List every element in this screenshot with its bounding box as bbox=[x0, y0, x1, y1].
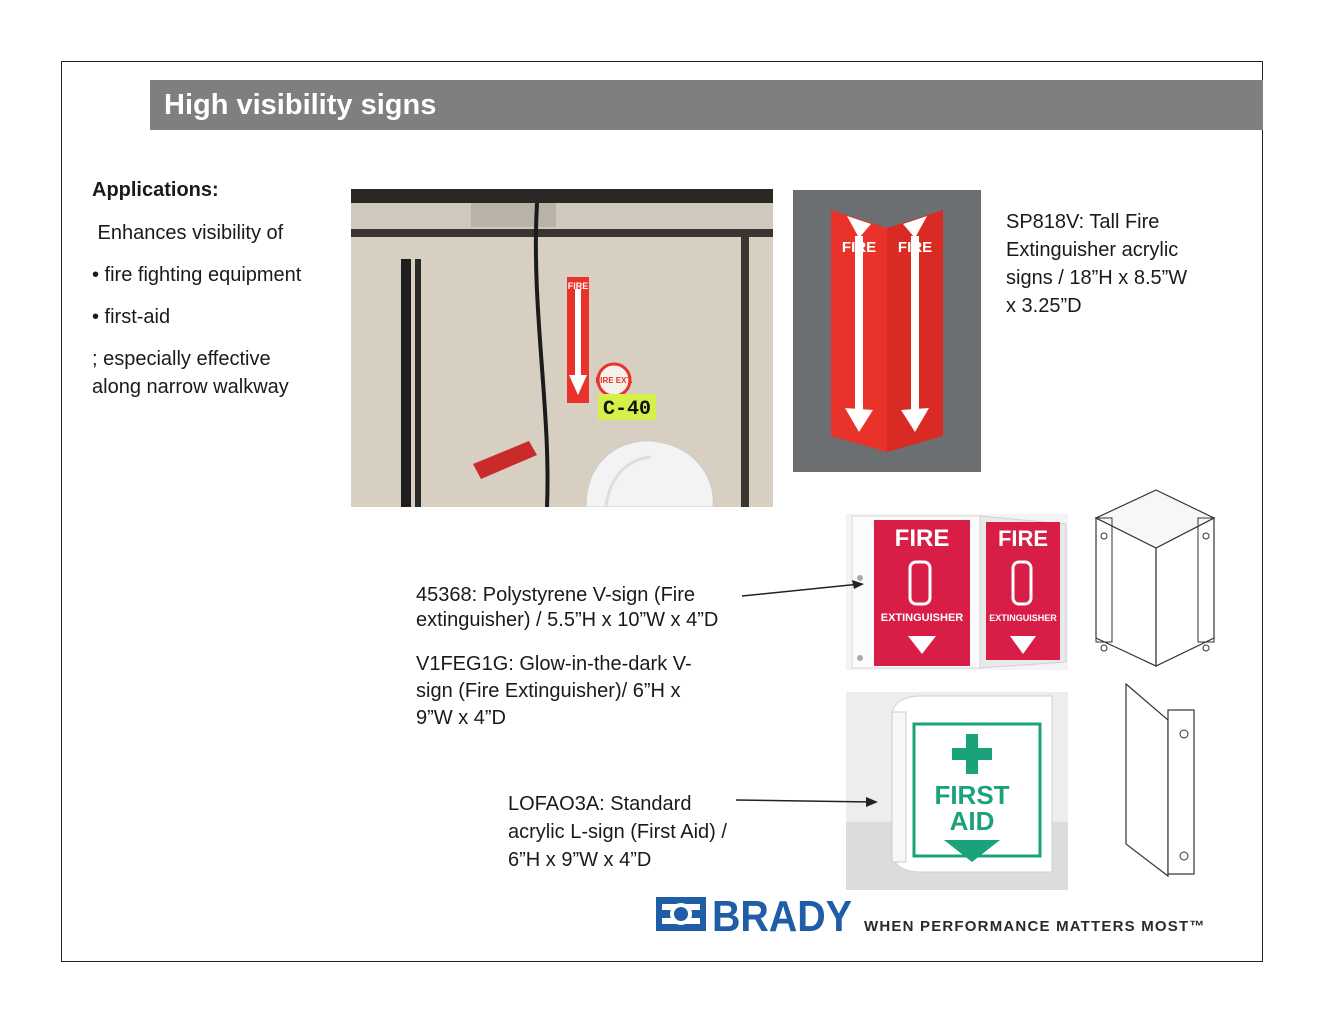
v1feg1g-line-2: sign (Fire Extinguisher)/ 6”H x bbox=[416, 680, 681, 702]
installation-photo bbox=[351, 189, 773, 507]
tall-fire-sign-art bbox=[793, 190, 981, 472]
applications-intro: Enhances visibility of bbox=[92, 222, 284, 244]
sp818v-line-2: Extinguisher acrylic bbox=[1006, 239, 1179, 261]
pointer-arrow-vsign bbox=[740, 578, 870, 602]
l-sign-art bbox=[846, 692, 1068, 890]
first-aid-line-1: FIRST bbox=[934, 780, 1010, 810]
v-sign-photo bbox=[846, 514, 1068, 670]
applications-bullet-1: • fire fighting equipment bbox=[92, 264, 302, 286]
small-fire-text: FIRE bbox=[567, 281, 589, 291]
v1feg1g-line-3: 9”W x 4”D bbox=[416, 707, 506, 729]
tall-sign-ext-right: EXTINGUISHER bbox=[916, 260, 930, 351]
v1feg1g-line-1: V1FEG1G: Glow-in-the-dark V- bbox=[416, 653, 692, 675]
tall-sign-ext-left: EXTINGUISHER bbox=[860, 260, 874, 351]
lofao3a-line-1: LOFAO3A: Standard bbox=[508, 793, 692, 815]
v-sign-diagram bbox=[1090, 488, 1220, 668]
pointer-arrow-lsign bbox=[734, 792, 884, 812]
l-sign-diagram bbox=[1118, 680, 1208, 880]
fire-ext-text: FIRE EXT. bbox=[595, 376, 633, 385]
p45368-line-1: 45368: Polystyrene V-sign (Fire bbox=[416, 584, 696, 606]
v-sign-fire-right: FIRE bbox=[997, 526, 1049, 551]
brand-name: BRADY bbox=[712, 893, 852, 933]
v-sign-ext-right: EXTINGUISHER bbox=[989, 613, 1057, 623]
p45368-line-2: extinguisher) / 5.5”H x 10”W x 4”D bbox=[416, 609, 719, 631]
title-bar bbox=[150, 80, 1263, 130]
room-code-text: C-40 bbox=[602, 398, 652, 421]
applications-closing-2: along narrow walkway bbox=[92, 376, 289, 398]
l-sign-photo bbox=[846, 692, 1068, 890]
lofao3a-line-2: acrylic L-sign (First Aid) / bbox=[508, 821, 727, 843]
applications-bullet-2: • first-aid bbox=[92, 306, 171, 328]
brand-footer bbox=[656, 893, 1226, 933]
slide-title: High visibility signs bbox=[164, 89, 437, 121]
brady-logo bbox=[656, 893, 1226, 933]
first-aid-line-2: AID bbox=[949, 806, 995, 836]
brand-tagline: WHEN PERFORMANCE MATTERS MOST™ bbox=[864, 918, 1206, 933]
installation-photo-art bbox=[351, 189, 773, 507]
v-sign-ext-left: EXTINGUISHER bbox=[880, 612, 964, 624]
sp818v-line-4: x 3.25”D bbox=[1006, 295, 1082, 317]
sp818v-line-1: SP818V: Tall Fire bbox=[1006, 211, 1160, 233]
applications-closing-1: ; especially effective bbox=[92, 348, 271, 370]
v-sign-art bbox=[846, 514, 1068, 670]
sp818v-line-3: signs / 18”H x 8.5”W bbox=[1006, 267, 1188, 289]
tall-fire-sign-photo bbox=[793, 190, 981, 472]
tall-sign-fire-left: FIRE bbox=[841, 239, 877, 256]
lofao3a-line-3: 6”H x 9”W x 4”D bbox=[508, 849, 652, 871]
v-sign-fire-left: FIRE bbox=[894, 525, 950, 552]
applications-heading: Applications: bbox=[92, 179, 219, 201]
tall-sign-fire-right: FIRE bbox=[897, 239, 933, 256]
